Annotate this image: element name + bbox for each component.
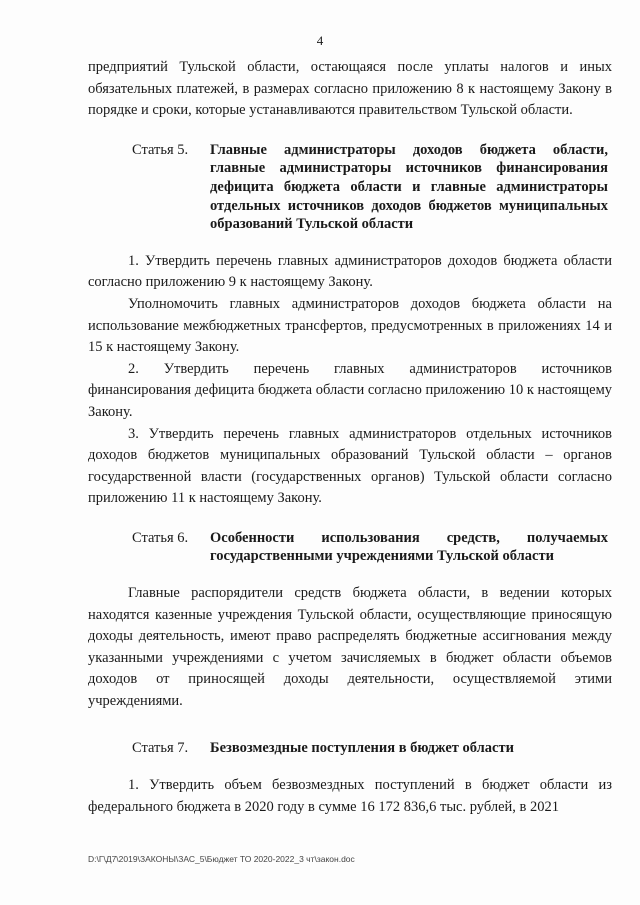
- article-7-heading: [88, 739, 612, 758]
- article-5-paragraph-2: Уполномочить главных администраторов доходов бюджета области на использование межбюджетных трансфертов, предусмотренных в приложениях 14 и 15 к настоящему Закону.: [88, 295, 612, 356]
- file-path-footer: D:\Г\Д7\2019\ЗАКОНЫ\ЗАС_5\Бюджет ТО 2020-2022_3 чт\закон.doc: [88, 854, 355, 864]
- article-5-paragraph-3: 2. Утвердить перечень главных администраторов источников финансирования дефицита бюджета области согласно приложению 10 к настоящему Закону.: [88, 360, 612, 420]
- article-5-heading: [88, 141, 612, 234]
- article-7-label: Статья 7.: [132, 739, 189, 756]
- intro-paragraph: предприятий Тульской области, остающаяся после уплаты налогов и иных обязательных платежей, в размерах согласно приложению 8 к настоящему Закону в порядке и сроки, которые устанавливаются правительством Тульской области.: [88, 59, 612, 119]
- article-7-title: Безвозмездные поступления в бюджет области: [210, 739, 514, 756]
- article-6-paragraph-1: Главные распорядители средств бюджета области, в ведении которых находятся казенные учреждения Тульской области, осуществляющие приносящую доходы деятельность, имеют право распределять бюджетные ассигнования между указанными учреждениями с учетом зачисляемых в бюджет области объемов доходов от приносящей доходы деятельности, осуществляемой этими учреждениями.: [88, 585, 612, 710]
- article-5-paragraph-4: 3. Утвердить перечень главных администраторов отдельных источников доходов бюджетов муниципальных образований Тульской области – органов государственной власти (государственных органов) Тульской области согласно приложению 11 к настоящему Закону.: [88, 425, 612, 507]
- document-body: [88, 57, 612, 818]
- page-number: 4: [316, 33, 324, 48]
- article-6-label: Статья 6.: [132, 529, 189, 546]
- article-5-title: Главные администраторы доходов бюджета области, главные администраторы источников финансирования дефицита бюджета области и главные администраторы отдельных источников доходов бюджетов муниципальных образований Тульской области: [210, 141, 608, 233]
- article-5-paragraph-1: 1. Утвердить перечень главных администраторов доходов бюджета области согласно приложению 9 к настоящему Закону.: [88, 252, 612, 291]
- article-6-title: Особенности использования средств, получаемых государственными учреждениями Тульской области: [210, 529, 608, 565]
- article-7-paragraph-1: 1. Утвердить объем безвозмездных поступлений в бюджет области из федерального бюджета в 2020 году в сумме 16 172 836,6 тыс. рублей, в 2021: [88, 777, 612, 815]
- article-5-label: Статья 5.: [132, 141, 189, 158]
- article-6-heading: [88, 529, 612, 566]
